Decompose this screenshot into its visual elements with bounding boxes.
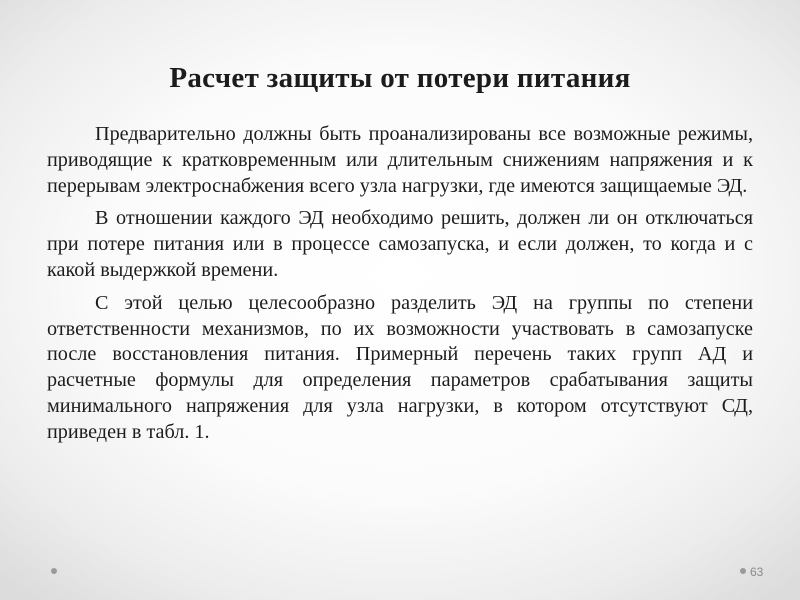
bullet-dot-icon [740, 568, 746, 574]
paragraph-3: С этой целью целесообразно разделить ЭД на группы по степени ответственности механизмов, по их возможности участвовать в самозапуске после восстановления питания. Примерный перечень таких групп АД и расчетные формулы для определения параметров срабатывания защиты минимального напряжения для узла нагрузки, в котором отсутствуют СД, приведен в табл. 1. [47, 291, 753, 443]
paragraph-1: Предварительно должны быть проанализированы все возможные режимы, приводящие к кратковременным или длительным снижениям напряжения и к перерывам электроснабжения всего узла нагрузки, где имеются защищаемые ЭД. [47, 123, 753, 197]
slide-title: Расчет защиты от потери питания [169, 62, 631, 94]
paragraph-2: В отношении каждого ЭД необходимо решить, должен ли он отключаться при потере питания или в процессе самозапуска, и если должен, то когда и с какой выдержкой времени. [47, 207, 753, 281]
slide-body [47, 122, 753, 453]
page-number: 63 [750, 565, 764, 579]
bullet-dot-icon [51, 568, 57, 574]
